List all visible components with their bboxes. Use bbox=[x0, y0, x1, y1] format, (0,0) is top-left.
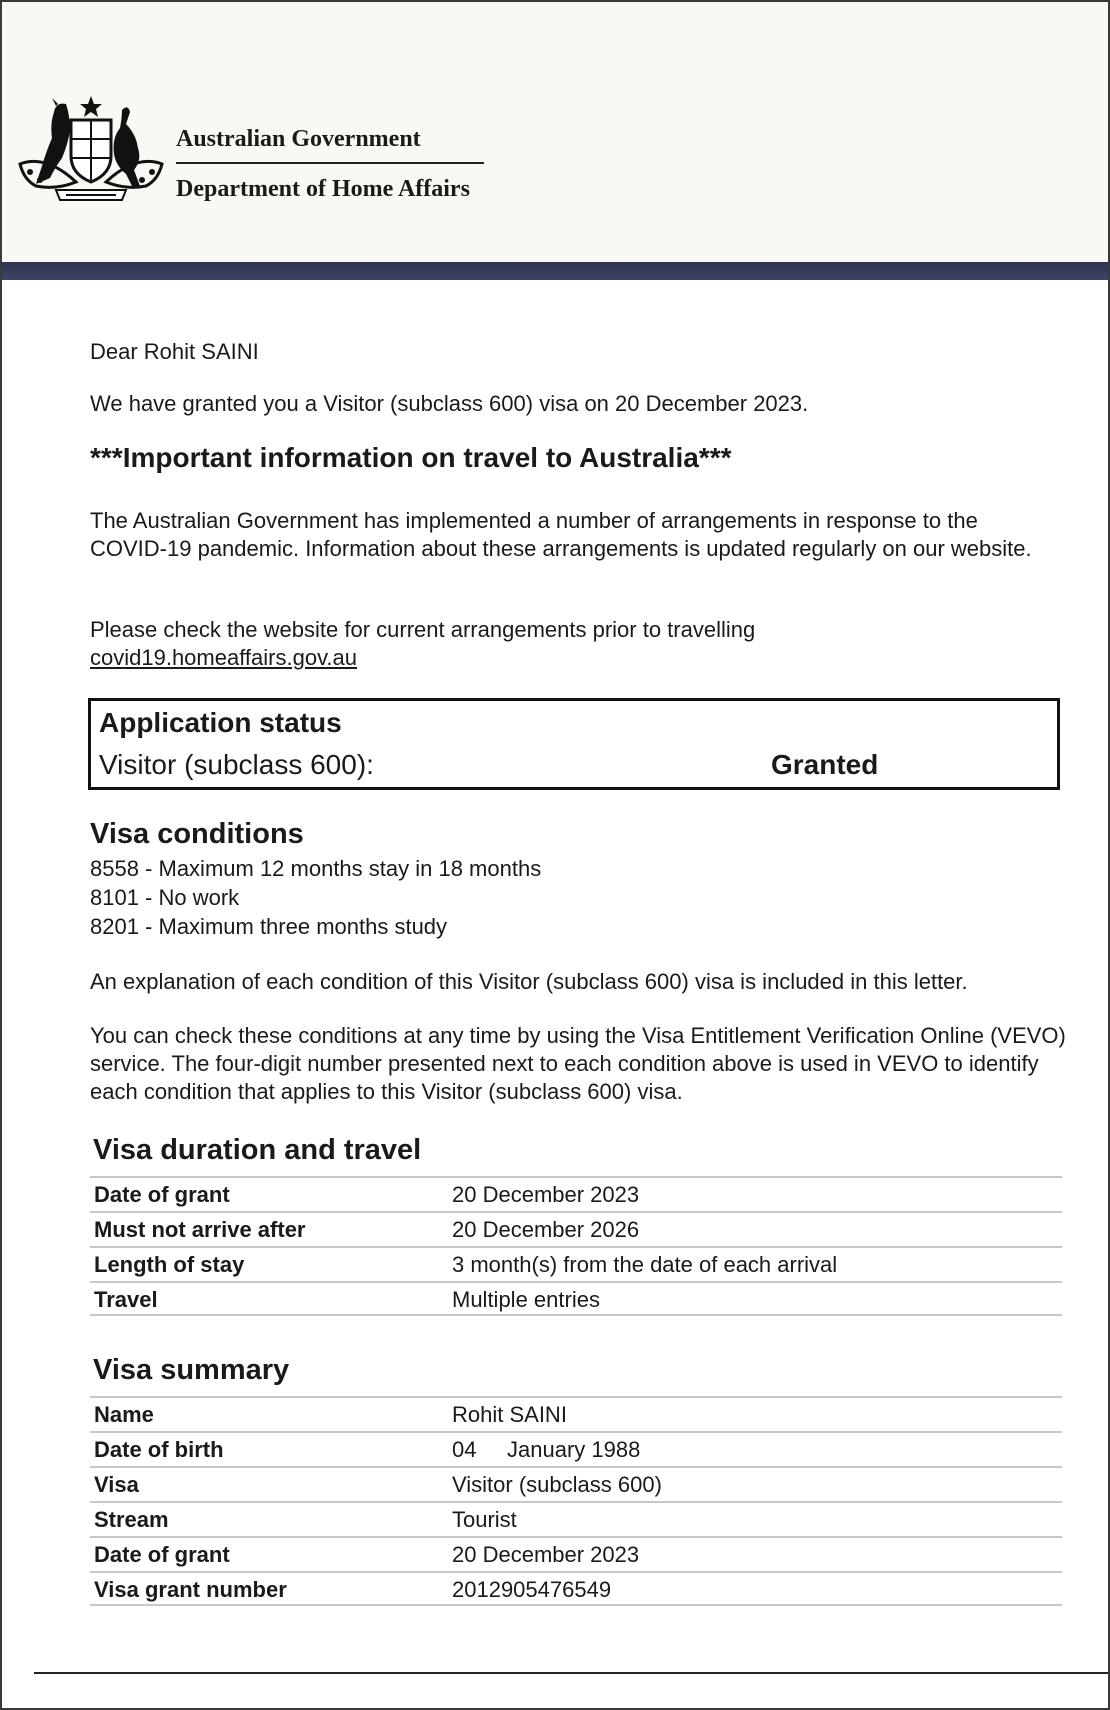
row-value: 20 December 2023 bbox=[452, 1542, 640, 1567]
footer-divider bbox=[34, 1672, 1108, 1674]
row-value: 3 month(s) from the date of each arrival bbox=[452, 1252, 838, 1277]
letterhead bbox=[2, 2, 1108, 262]
visa-duration-table bbox=[90, 1176, 1062, 1316]
conditions-explanation: An explanation of each condition of this Visitor (subclass 600) visa is included in this letter. bbox=[90, 969, 968, 994]
row-label: Name bbox=[94, 1402, 154, 1427]
row-label: Travel bbox=[94, 1287, 158, 1312]
row-label: Stream bbox=[94, 1507, 169, 1532]
table-row bbox=[90, 1176, 1062, 1211]
row-value: 2012905476549 bbox=[452, 1577, 612, 1602]
table-row bbox=[90, 1246, 1062, 1281]
row-label: Date of grant bbox=[94, 1182, 230, 1207]
table-row bbox=[90, 1501, 1062, 1536]
visa-summary-table bbox=[90, 1396, 1062, 1606]
covid-paragraph: The Australian Government has implemented a number of arrangements in response to the COVID-19 pandemic. Information about these arrangements is updated regularly on our website. bbox=[90, 508, 1032, 561]
covid-website-link[interactable]: covid19.homeaffairs.gov.au bbox=[90, 645, 358, 670]
row-value: 04 January 1988 bbox=[452, 1437, 641, 1462]
row-value: Multiple entries bbox=[452, 1287, 600, 1312]
table-row bbox=[90, 1431, 1062, 1466]
important-heading: ***Important information on travel to Australia*** bbox=[90, 442, 732, 473]
visa-duration-heading: Visa duration and travel bbox=[93, 1134, 422, 1166]
status-title: Application status bbox=[99, 707, 342, 738]
table-row bbox=[90, 1466, 1062, 1501]
list-item: 8558 - Maximum 12 months stay in 18 months bbox=[90, 856, 542, 881]
row-value: 20 December 2023 bbox=[452, 1182, 640, 1207]
list-item: 8201 - Maximum three months study bbox=[90, 914, 448, 939]
check-sentence: Please check the website for current arrangements prior to travelling bbox=[90, 617, 756, 642]
status-label: Visitor (subclass 600): bbox=[99, 749, 374, 780]
grant-sentence: We have granted you a Visitor (subclass 600) visa on 20 December 2023. bbox=[90, 391, 809, 416]
salutation: Dear Rohit SAINI bbox=[90, 339, 259, 364]
government-name: Australian Government bbox=[176, 126, 421, 152]
row-label: Visa bbox=[94, 1472, 139, 1497]
row-value: Visitor (subclass 600) bbox=[452, 1472, 662, 1497]
row-label: Visa grant number bbox=[94, 1577, 287, 1602]
table-row bbox=[90, 1571, 1062, 1606]
row-label: Date of birth bbox=[94, 1437, 224, 1462]
row-label: Must not arrive after bbox=[94, 1217, 306, 1242]
visa-conditions-list bbox=[90, 854, 541, 941]
row-value: 20 December 2026 bbox=[452, 1217, 640, 1242]
vevo-paragraph: You can check these conditions at any time by using the Visa Entitlement Verification Online (VEVO) service. The four-digit number presented next to each condition above is used in VEVO to identify each condition that applies to this Visitor (subclass 600) visa. bbox=[90, 1023, 1066, 1104]
visa-conditions-heading: Visa conditions bbox=[90, 818, 304, 850]
table-row bbox=[90, 1281, 1062, 1316]
table-row bbox=[90, 1211, 1062, 1246]
list-item: 8101 - No work bbox=[90, 885, 240, 910]
row-value: Tourist bbox=[452, 1507, 517, 1532]
table-row bbox=[90, 1536, 1062, 1571]
department-name: Department of Home Affairs bbox=[176, 176, 470, 202]
application-status-box bbox=[88, 698, 1060, 790]
table-row bbox=[90, 1396, 1062, 1431]
coat-of-arms-icon bbox=[16, 94, 166, 206]
row-value: Rohit SAINI bbox=[452, 1402, 567, 1427]
letterhead-divider bbox=[176, 162, 484, 164]
letterhead-bar bbox=[2, 262, 1108, 280]
row-label: Date of grant bbox=[94, 1542, 230, 1567]
visa-summary-heading: Visa summary bbox=[93, 1354, 290, 1386]
status-badge: Granted bbox=[771, 749, 879, 780]
row-label: Length of stay bbox=[94, 1252, 245, 1277]
